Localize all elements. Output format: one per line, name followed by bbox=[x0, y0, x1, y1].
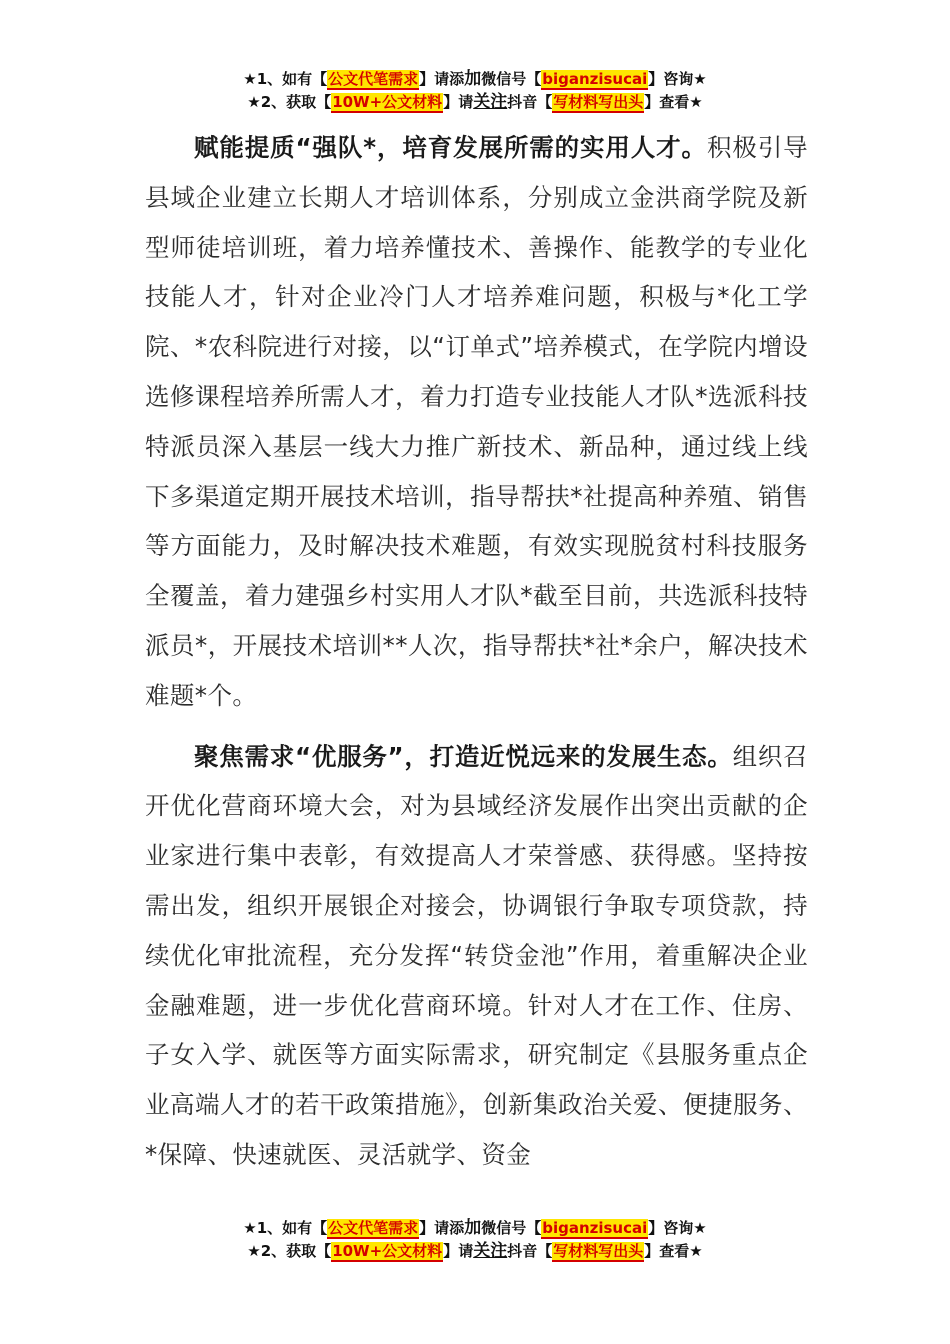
promo-highlight: 10W+公文材料 bbox=[332, 93, 443, 111]
promo-text: ★2、获取【 bbox=[247, 93, 332, 111]
promo-text: 】请添 bbox=[419, 70, 465, 88]
paragraph-text: 积极引导县域企业建立长期人才培训体系，分别成立金洪商学院及新型师徒培训班，着力培养懂技术、善操作、能教学的专业化技能人才，针对企业冷门人才培养难问题，积极与*化工学院、*农科院进行对接，以“订单式”培养模式，在学院内增设选修课程培养所需人才，着力打造专业技能人才队*选派科技特派员深入基层一线大力推广新技术、新品种，通过线上线下多渠道定期开展技术培训，指导帮扶*社提高种养殖、销售等方面能力，及时解决技术难题，有效实现脱贫村科技服务全覆盖，着力建强乡村实用人才队*截至目前，共选派科技特派员*，开展技术培训**人次，指导帮扶*社*余户，解决技术难题*个。 bbox=[145, 133, 808, 710]
promo-text: 】咨询★ bbox=[648, 70, 707, 88]
promo-wechat-id: biganzisucai bbox=[542, 70, 648, 88]
promo-highlight: 公文代笔需求 bbox=[328, 1219, 419, 1237]
promo-text: 】查看★ bbox=[644, 93, 703, 111]
promo-text: ★1、如有【 bbox=[243, 1219, 328, 1237]
promo-line-2 bbox=[0, 1240, 950, 1263]
promo-highlight: 公文代笔需求 bbox=[328, 70, 419, 88]
promo-text: 微信号【 bbox=[481, 1219, 542, 1237]
paragraph-lead: 聚焦需求“优服务”，打造近悦远来的发展生态。 bbox=[194, 741, 733, 771]
promo-line-2 bbox=[0, 91, 950, 114]
promo-banner-bottom bbox=[0, 1217, 950, 1263]
promo-text: ★1、如有【 bbox=[243, 70, 328, 88]
promo-emphasis: 关注 bbox=[473, 92, 508, 112]
document-body bbox=[145, 123, 808, 1180]
promo-douyin-id: 写材料写出头 bbox=[553, 1242, 644, 1260]
promo-text: 】请 bbox=[443, 93, 474, 111]
paragraph-talent bbox=[145, 123, 808, 721]
promo-highlight: 10W+公文材料 bbox=[332, 1242, 443, 1260]
promo-emphasis: 关注 bbox=[473, 1241, 508, 1261]
paragraph-service bbox=[145, 732, 808, 1180]
promo-text: 】请添 bbox=[419, 1219, 465, 1237]
promo-text: 抖音【 bbox=[507, 1242, 553, 1260]
promo-text: 】查看★ bbox=[644, 1242, 703, 1260]
promo-line-1 bbox=[0, 1217, 950, 1240]
promo-text: 】咨询★ bbox=[648, 1219, 707, 1237]
paragraph-text: 组织召开优化营商环境大会，对为县域经济发展作出突出贡献的企业家进行集中表彰，有效提高人才荣誉感、获得感。坚持按需出发，组织开展银企对接会，协调银行争取专项贷款，持续优化审批流程，充分发挥“转贷金池”作用，着重解决企业金融难题，进一步优化营商环境。针对人才在工作、住房、子女入学、就医等方面实际需求，研究制定《县服务重点企业高端人才的若干政策措施》，创新集政治关爱、便捷服务、*保障、快速就医、灵活就学、资金 bbox=[145, 741, 808, 1169]
promo-emphasis: 加 bbox=[464, 69, 482, 89]
promo-line-1 bbox=[0, 68, 950, 91]
promo-text: 抖音【 bbox=[507, 93, 553, 111]
paragraph-lead: 赋能提质“强队*，培育发展所需的实用人才。 bbox=[194, 133, 707, 162]
promo-douyin-id: 写材料写出头 bbox=[553, 93, 644, 111]
promo-text: 】请 bbox=[443, 1242, 474, 1260]
promo-wechat-id: biganzisucai bbox=[542, 1219, 648, 1237]
promo-emphasis: 加 bbox=[464, 1218, 482, 1238]
promo-text: 微信号【 bbox=[481, 70, 542, 88]
promo-text: ★2、获取【 bbox=[247, 1242, 332, 1260]
promo-banner-top bbox=[0, 68, 950, 114]
